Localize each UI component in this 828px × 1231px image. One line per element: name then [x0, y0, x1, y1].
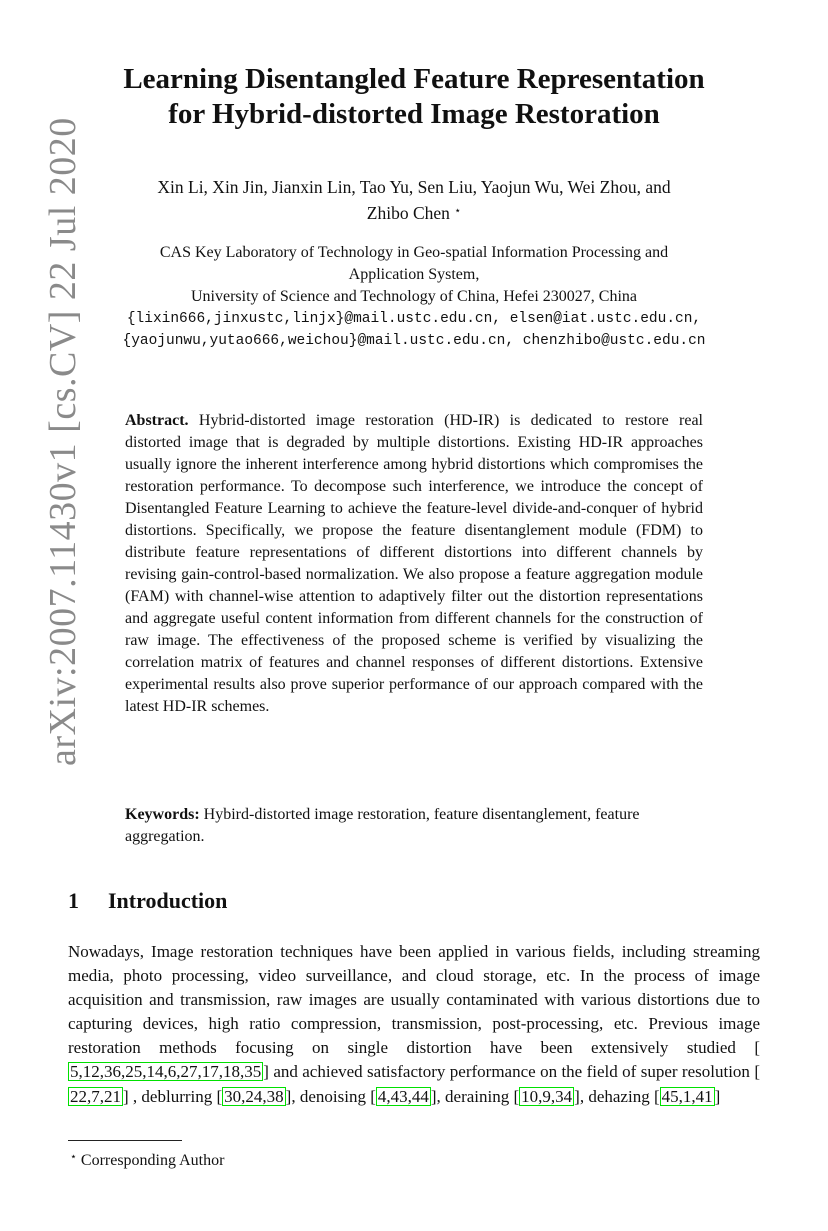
intro-text-2: and achieved satisfactory performance on the field of super resolution: [273, 1062, 750, 1082]
author-last: Zhibo Chen: [366, 203, 450, 223]
footnote-mark: ⋆: [70, 1151, 77, 1163]
corresponding-author-mark: ⋆: [454, 205, 462, 217]
affiliation-line-1: CAS Key Laboratory of Technology in Geo-spatial Information Processing and: [159, 244, 669, 261]
intro-text-1: Nowadays, Image restoration techniques have been applied in various fields, including streaming media, photo processing, video surveillance, and cloud storage, etc. In the process of image acquisition and transmission, raw images are usually contaminated with various distortions due to capturing devices, high ratio compression, transmission, post-processing, etc. Previous image restoration methods focusing on single distortion have been extensively studied: [68, 942, 760, 1058]
intro-text-5: , deraining: [436, 1086, 510, 1106]
footnote-rule: [68, 1140, 182, 1141]
paper-title: [60, 62, 768, 132]
authors-line-1: Xin Li, Xin Jin, Jianxin Lin, Tao Yu, Sen Liu, Yaojun Wu, Wei Zhou, and: [157, 177, 671, 197]
intro-paragraph: Nowadays, Image restoration techniques have been applied in various fields, including streaming media, photo processing, video surveillance, and cloud storage, etc. In the process of image acquisition and transmission, raw images are usually contaminated with various distortions due to capturing devices, high ratio compression, transmission, post-processing, etc. Previous image restoration methods focusing on single distortion have been extensively studied [5,12,36,25,14,6,27,17,18,35 ] and achieved satisfactory performance on the field of super resolution [22,7,21 ] , deblurring [ 30,24,38 ], denoising [ 4,43,44 ], deraining [ 10,9,34 ], dehazing [ 45,1,41 ]: [68, 942, 760, 1106]
title-line-2: for Hybrid-distorted Image Restoration: [168, 98, 660, 130]
intro-text-4: , denoising: [291, 1086, 366, 1106]
citation-link[interactable]: 45,1,41: [661, 1086, 713, 1106]
citation-link[interactable]: 10,9,34: [521, 1086, 573, 1106]
keywords: [125, 804, 717, 848]
abstract-text: Hybrid-distorted image restoration (HD-IR) is dedicated to restore real distorted image that is degraded by multiple distortions. Existing HD-IR approaches usually ignore the inherent interference among hybrid distortions which compromises the restoration performance. To decompose such interference, we introduce the concept of Disentangled Feature Learning to achieve the feature-level divide-and-conquer of hybrid distortions. Specifically, we propose the feature disentanglement module (FDM) to distribute feature representations of different distortions into different channels by revising gain-control-based normalization. We also propose a feature aggregation module (FAM) with channel-wise attention to adaptively filter out the distortion representations and aggregate useful content information from different channels for the construction of raw image. The effectiveness of the proposed scheme is verified by visualizing the correlation matrix of features and channel responses of different distortions. Extensive experimental results also prove superior performance of our approach compared with the latest HD-IR schemes.: [125, 412, 704, 715]
authors-line-2: [60, 199, 768, 225]
abstract-label: Abstract.: [125, 412, 189, 429]
citation-link[interactable]: 5,12,36,25,14,6,27,17,18,35: [70, 1062, 262, 1082]
citation-link[interactable]: 30,24,38: [224, 1086, 284, 1106]
title-line-1: Learning Disentangled Feature Representation: [123, 63, 705, 95]
citation-link[interactable]: 22,7,21: [70, 1086, 121, 1106]
intro-text-6: , dehazing: [579, 1086, 650, 1106]
email-line-2[interactable]: {yaojunwu,yutao666,weichou}@mail.ustc.edu.cn, chenzhibo@ustc.edu.cn: [122, 333, 706, 349]
section-number: 1: [68, 888, 79, 913]
section-heading: [68, 888, 227, 914]
arxiv-identifier: arXiv:2007.11430v1 [cs.CV] 22 Jul 2020: [42, 117, 84, 766]
keywords-text: Hybird-distorted image restoration, feature disentanglement, feature aggregation.: [125, 806, 640, 845]
email-line-1[interactable]: {lixin666,jinxustc,linjx}@mail.ustc.edu.cn, elsen@iat.ustc.edu.cn,: [126, 311, 702, 327]
affiliation-line-2: Application System,: [348, 266, 480, 283]
citation-link[interactable]: 4,43,44: [377, 1086, 429, 1106]
keywords-label: Keywords:: [125, 806, 200, 823]
affiliation: [60, 242, 768, 352]
abstract: [125, 410, 703, 718]
author-list: [60, 175, 768, 225]
affiliation-line-3: University of Science and Technology of China, Hefei 230027, China: [190, 288, 638, 305]
section-title: Introduction: [108, 888, 228, 913]
footnote-text: Corresponding Author: [80, 1152, 225, 1169]
intro-text-3: , deblurring: [132, 1086, 213, 1106]
footnote: [70, 1147, 224, 1171]
